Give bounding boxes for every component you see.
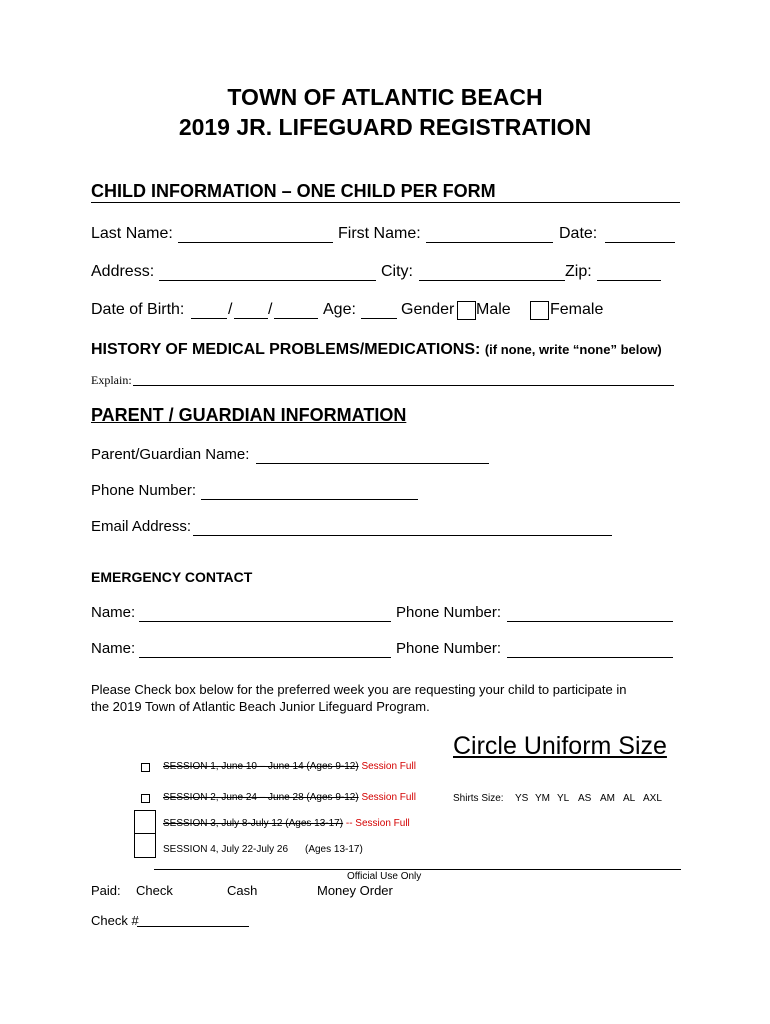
medical-heading-text: HISTORY OF MEDICAL PROBLEMS/MEDICATIONS:: [91, 341, 481, 358]
address-label: Address:: [91, 263, 155, 280]
official-divider: [154, 869, 681, 870]
emergency-name-field[interactable]: [139, 607, 391, 622]
last-name-label: Last Name:: [91, 225, 173, 242]
child-info-heading: CHILD INFORMATION – ONE CHILD PER FORM: [91, 181, 496, 201]
medical-heading: [91, 341, 662, 359]
session-4-label: SESSION 4, July 22-July 26: [163, 844, 289, 855]
emergency-phone-field[interactable]: [507, 643, 673, 658]
session-2-status: Session Full: [361, 792, 416, 803]
shirt-size-option[interactable]: YM: [535, 793, 550, 804]
explain-field[interactable]: [133, 385, 674, 386]
dob-separator: /: [228, 301, 233, 318]
session-1-label: SESSION 1, June 10 – June 14 (Ages 9-12): [163, 761, 359, 772]
dob-day-field[interactable]: [234, 304, 268, 319]
instructions-line2: the 2019 Town of Atlantic Beach Junior Lifeguard Program.: [91, 699, 430, 714]
session-1-checkbox[interactable]: [141, 763, 150, 772]
emergency-phone-label: Phone Number:: [396, 604, 502, 621]
instructions-line1: Please Check box below for the preferred week you are requesting your child to participate in: [91, 682, 627, 697]
session-4-ages: (Ages 13-17): [305, 844, 363, 855]
session-3: [163, 818, 410, 829]
shirt-size-option[interactable]: AXL: [643, 793, 662, 804]
male-label: Male: [476, 301, 511, 318]
check-number-field[interactable]: [137, 926, 249, 927]
dob-year-field[interactable]: [274, 304, 318, 319]
dob-separator: /: [268, 301, 273, 318]
session-4-checkbox[interactable]: [134, 833, 156, 858]
paid-money-order-option: Money Order: [317, 883, 393, 898]
emergency-name-label: Name:: [91, 640, 136, 657]
zip-field[interactable]: [597, 266, 661, 281]
male-checkbox[interactable]: [457, 301, 476, 320]
session-1-status: Session Full: [361, 761, 416, 772]
session-2-label: SESSION 2, June 24 – June 28 (Ages 9-12): [163, 792, 359, 803]
emergency-name-label: Name:: [91, 604, 136, 621]
session-3-status: -- Session Full: [345, 818, 410, 829]
date-label: Date:: [559, 225, 598, 242]
female-checkbox[interactable]: [530, 301, 549, 320]
dob-label: Date of Birth:: [91, 301, 185, 318]
date-field[interactable]: [605, 228, 675, 243]
female-label: Female: [550, 301, 604, 318]
official-use-label: Official Use Only: [347, 871, 422, 882]
shirt-size-option[interactable]: AS: [578, 793, 592, 804]
session-2-checkbox[interactable]: [141, 794, 150, 803]
session-1: [163, 761, 416, 772]
city-field[interactable]: [419, 266, 565, 281]
age-label: Age:: [323, 301, 356, 318]
parent-phone-field[interactable]: [201, 485, 418, 500]
shirt-size-option[interactable]: YL: [557, 793, 570, 804]
emergency-phone-label: Phone Number:: [396, 640, 502, 657]
emergency-name-field[interactable]: [139, 643, 391, 658]
first-name-label: First Name:: [338, 225, 421, 242]
session-3-label: SESSION 3, July 8-July 12 (Ages 13-17): [163, 818, 344, 829]
zip-label: Zip:: [565, 263, 592, 280]
parent-name-label: Parent/Guardian Name:: [91, 446, 250, 463]
shirt-size-option[interactable]: AM: [600, 793, 615, 804]
session-2: [163, 792, 416, 803]
emergency-heading: EMERGENCY CONTACT: [91, 569, 253, 585]
parent-email-field[interactable]: [193, 521, 612, 536]
parent-email-label: Email Address:: [91, 518, 192, 535]
child-heading-rule: [91, 202, 680, 203]
uniform-heading: Circle Uniform Size: [453, 732, 667, 760]
paid-check-option: Check: [136, 883, 173, 898]
parent-phone-label: Phone Number:: [91, 482, 197, 499]
session-3-checkbox[interactable]: [134, 810, 156, 835]
shirt-size-label: Shirts Size:: [453, 793, 504, 804]
paid-label: Paid:: [91, 883, 121, 898]
gender-label: Gender: [401, 301, 455, 318]
form-title-line2: 2019 JR. LIFEGUARD REGISTRATION: [178, 114, 592, 140]
shirt-size-option[interactable]: AL: [623, 793, 636, 804]
form-title-line1: TOWN OF ATLANTIC BEACH: [227, 84, 543, 110]
city-label: City:: [381, 263, 413, 280]
address-field[interactable]: [159, 266, 376, 281]
shirt-size-option[interactable]: YS: [515, 793, 529, 804]
dob-month-field[interactable]: [191, 304, 227, 319]
medical-note: (if none, write “none” below): [484, 342, 662, 357]
paid-cash-option: Cash: [227, 883, 258, 898]
age-field[interactable]: [361, 304, 397, 319]
parent-info-heading: PARENT / GUARDIAN INFORMATION: [91, 405, 407, 425]
check-number-label: Check #: [91, 913, 139, 928]
parent-name-field[interactable]: [256, 449, 489, 464]
last-name-field[interactable]: [178, 228, 333, 243]
explain-label: Explain:: [91, 373, 132, 387]
emergency-phone-field[interactable]: [507, 607, 673, 622]
first-name-field[interactable]: [426, 228, 553, 243]
